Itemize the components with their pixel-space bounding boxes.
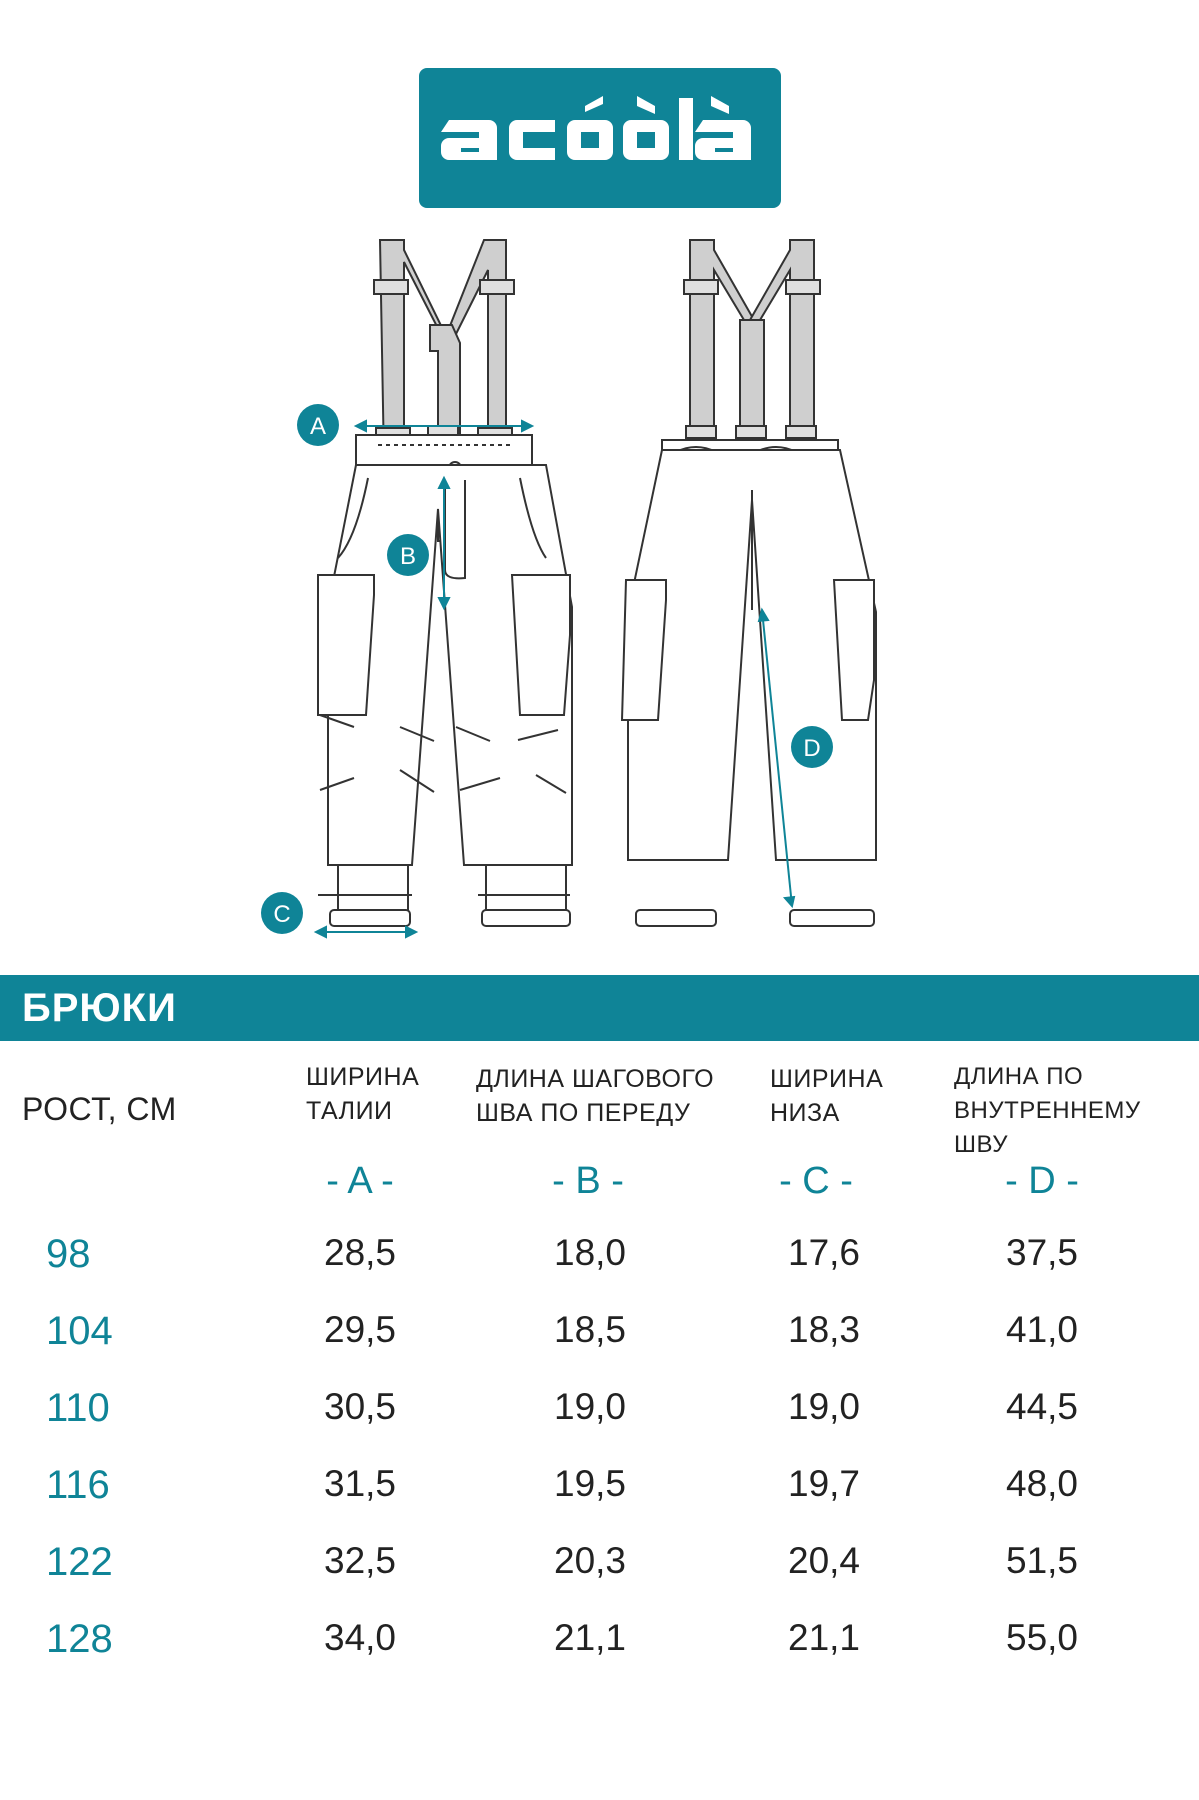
value-cell: 19,7 xyxy=(787,1463,861,1504)
value-cell: 48,0 xyxy=(1005,1463,1079,1504)
table-row xyxy=(0,1309,1199,1369)
marker-a xyxy=(297,404,339,446)
table-row xyxy=(0,1386,1199,1446)
table-row xyxy=(0,1540,1199,1600)
value-cell: 41,0 xyxy=(1005,1309,1079,1350)
value-cell: 32,5 xyxy=(323,1540,397,1581)
column-letter-b: - B - xyxy=(552,1160,624,1202)
table-row xyxy=(0,1617,1199,1677)
size-cell: 122 xyxy=(46,1540,113,1584)
value-cell: 18,5 xyxy=(553,1309,627,1350)
value-cell: 28,5 xyxy=(323,1232,397,1273)
value-cell: 44,5 xyxy=(1005,1386,1079,1427)
marker-d xyxy=(791,726,833,768)
size-cell: 116 xyxy=(46,1463,110,1507)
column-header-b: ДЛИНА ШАГОВОГО ШВА ПО ПЕРЕДУ xyxy=(476,1065,715,1127)
brand-logo xyxy=(419,68,781,208)
value-cell: 19,0 xyxy=(787,1386,861,1427)
svg-text:B: B xyxy=(399,543,417,570)
column-header-c: ШИРИНА НИЗА xyxy=(770,1065,884,1127)
value-cell: 31,5 xyxy=(323,1463,397,1504)
table-row xyxy=(0,1463,1199,1523)
value-cell: 30,5 xyxy=(323,1386,397,1427)
value-cell: 55,0 xyxy=(1005,1617,1079,1658)
svg-text:A: A xyxy=(309,413,327,440)
column-letter-c: - C - xyxy=(779,1160,853,1202)
pants-back-view xyxy=(622,240,876,926)
pants-diagram xyxy=(0,230,1199,950)
value-cell: 29,5 xyxy=(323,1309,397,1350)
svg-text:D: D xyxy=(803,735,821,762)
svg-text:C: C xyxy=(273,901,291,928)
value-cell: 21,1 xyxy=(787,1617,861,1658)
size-cell: 128 xyxy=(46,1617,113,1661)
value-cell: 21,1 xyxy=(553,1617,627,1658)
column-letter-d: - D - xyxy=(1005,1160,1079,1202)
value-cell: 20,4 xyxy=(787,1540,861,1581)
value-cell: 20,3 xyxy=(553,1540,627,1581)
column-header-a: ШИРИНА ТАЛИИ xyxy=(306,1063,420,1125)
value-cell: 19,5 xyxy=(553,1463,627,1504)
value-cell: 51,5 xyxy=(1005,1540,1079,1581)
size-cell: 110 xyxy=(46,1386,110,1430)
section-title: БРЮКИ xyxy=(0,975,1199,1041)
marker-c xyxy=(261,892,303,934)
size-cell: 104 xyxy=(46,1309,113,1353)
column-letter-a: - A - xyxy=(326,1160,394,1202)
value-cell: 37,5 xyxy=(1005,1232,1079,1273)
acoola-logo-icon xyxy=(419,68,781,208)
table-row xyxy=(0,1232,1199,1292)
marker-b xyxy=(387,534,429,576)
value-cell: 18,3 xyxy=(787,1309,861,1350)
height-header: РОСТ, СМ xyxy=(22,1091,177,1127)
column-header-d: ДЛИНА ПО ВНУТРЕННЕМУ ШВУ xyxy=(954,1063,1141,1158)
value-cell: 19,0 xyxy=(553,1386,627,1427)
value-cell: 17,6 xyxy=(787,1232,861,1273)
value-cell: 34,0 xyxy=(323,1617,397,1658)
value-cell: 18,0 xyxy=(553,1232,627,1273)
size-cell: 98 xyxy=(46,1232,91,1276)
